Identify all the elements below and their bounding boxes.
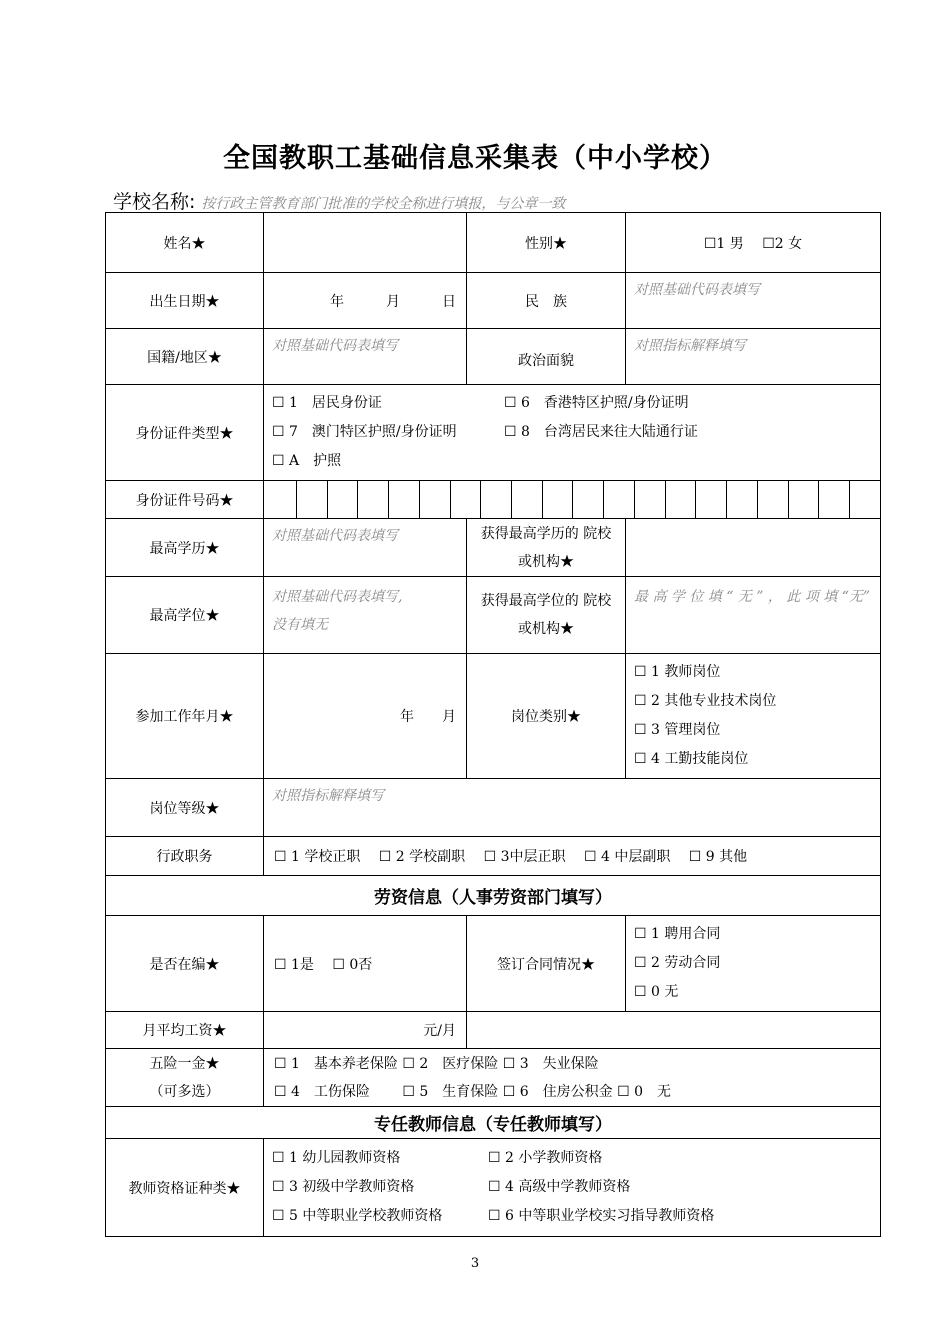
work-start-field[interactable]: 年 月 bbox=[264, 654, 467, 779]
post-option-4[interactable]: ☐ 4 工勤技能岗位 bbox=[634, 751, 749, 767]
cert-option-2[interactable]: ☐ 2 小学教师资格 bbox=[488, 1150, 603, 1166]
teacher-section-header: 专任教师信息（专任教师填写） bbox=[106, 1107, 881, 1139]
political-field[interactable]: 对照指标解释填写 bbox=[626, 329, 881, 385]
post-type-label: 岗位类别★ bbox=[467, 654, 626, 779]
degree-institution-field[interactable]: 最 高 学 位 填 “ 无 ” ， 此 项 填 “无” bbox=[626, 577, 881, 654]
political-label: 政治面貌 bbox=[467, 329, 626, 385]
name-label: 姓名★ bbox=[106, 213, 264, 273]
gender-label: 性别★ bbox=[467, 213, 626, 273]
edu-field[interactable]: 对照基础代码表填写 bbox=[264, 519, 467, 577]
work-start-label: 参加工作年月★ bbox=[106, 654, 264, 779]
cert-option-6[interactable]: ☐ 6 中等职业学校实习指导教师资格 bbox=[488, 1208, 715, 1224]
post-option-3[interactable]: ☐ 3 管理岗位 bbox=[634, 722, 721, 738]
idtype-option-6[interactable]: ☐ 6 香港特区护照/身份证明 bbox=[504, 395, 689, 411]
edu-institution-field[interactable] bbox=[626, 519, 881, 577]
cert-option-4[interactable]: ☐ 4 高级中学教师资格 bbox=[488, 1179, 631, 1195]
cert-option-3[interactable]: ☐ 3 初级中学教师资格 bbox=[272, 1179, 415, 1195]
idtype-option-7[interactable]: ☐ 7 澳门特区护照/身份证明 bbox=[272, 424, 457, 440]
contract-option-2[interactable]: ☐ 2 劳动合同 bbox=[634, 955, 721, 971]
nationality-label: 国籍/地区★ bbox=[106, 329, 264, 385]
nationality-field[interactable]: 对照基础代码表填写 bbox=[264, 329, 467, 385]
degree-hint-line1[interactable]: 对照基础代码表填写, bbox=[272, 589, 403, 605]
salary-label: 月平均工资★ bbox=[106, 1012, 264, 1049]
ethnic-label: 民 族 bbox=[467, 273, 626, 329]
degree-institution-label: 获得最高学位的 院校或机构★ bbox=[467, 577, 626, 654]
insurance-note: （可多选） bbox=[149, 1083, 220, 1100]
birth-field[interactable]: 年 月 日 bbox=[264, 273, 467, 329]
form-title: 全国教职工基础信息采集表（中小学校） bbox=[223, 143, 727, 174]
degree-label: 最高学位★ bbox=[106, 577, 264, 654]
labor-section-header: 劳资信息（人事劳资部门填写） bbox=[106, 876, 881, 916]
cert-label: 教师资格证种类★ bbox=[106, 1139, 264, 1237]
contract-label: 签订合同情况★ bbox=[467, 916, 626, 1012]
idtype-options[interactable] bbox=[264, 385, 881, 481]
idtype-label: 身份证件类型★ bbox=[106, 385, 264, 481]
name-field[interactable] bbox=[264, 213, 467, 273]
birth-label: 出生日期★ bbox=[106, 273, 264, 329]
edu-label: 最高学历★ bbox=[106, 519, 264, 577]
post-option-1[interactable]: ☐ 1 教师岗位 bbox=[634, 664, 721, 680]
degree-hint-line2: 没有填无 bbox=[272, 617, 328, 633]
cert-option-1[interactable]: ☐ 1 幼儿园教师资格 bbox=[272, 1150, 401, 1166]
school-name-label: 学校名称: bbox=[113, 191, 196, 213]
info-form-table bbox=[105, 212, 881, 1237]
salary-extra bbox=[467, 1012, 881, 1049]
idnum-grid[interactable] bbox=[264, 481, 881, 519]
ethnic-field[interactable]: 对照基础代码表填写 bbox=[626, 273, 881, 329]
page-number: 3 bbox=[470, 1256, 480, 1271]
post-level-label: 岗位等级★ bbox=[106, 779, 264, 837]
cert-option-5[interactable]: ☐ 5 中等职业学校教师资格 bbox=[272, 1208, 443, 1224]
idtype-option-8[interactable]: ☐ 8 台湾居民来往大陆通行证 bbox=[504, 424, 698, 440]
insurance-options-line1[interactable]: ☐ 1 基本养老保险 ☐ 2 医疗保险 ☐ 3 失业保险 bbox=[274, 1055, 599, 1072]
insurance-label: 五险一金★ bbox=[149, 1055, 220, 1072]
contract-option-0[interactable]: ☐ 0 无 bbox=[634, 984, 679, 1000]
post-level-field[interactable]: 对照指标解释填写 bbox=[264, 779, 881, 837]
admin-post-options[interactable]: ☐ 1 学校正职 ☐ 2 学校副职 ☐ 3中层正职 ☐ 4 中层副职 ☐ 9 其他 bbox=[264, 837, 881, 876]
staffed-options[interactable]: ☐ 1是 ☐ 0否 bbox=[264, 916, 467, 1012]
admin-post-label: 行政职务 bbox=[106, 837, 264, 876]
post-option-2[interactable]: ☐ 2 其他专业技术岗位 bbox=[634, 693, 777, 709]
idtype-option-a[interactable]: ☐ A 护照 bbox=[272, 453, 342, 469]
salary-field[interactable]: 元/月 bbox=[264, 1012, 467, 1049]
staffed-label: 是否在编★ bbox=[106, 916, 264, 1012]
insurance-options-line2[interactable]: ☐ 4 工伤保险 ☐ 5 生育保险 ☐ 6 住房公积金 ☐ 0 无 bbox=[274, 1083, 671, 1100]
school-name-row bbox=[113, 187, 565, 214]
gender-options[interactable]: ☐1 男 ☐2 女 bbox=[626, 213, 881, 273]
edu-institution-label: 获得最高学历的 院校或机构★ bbox=[467, 519, 626, 577]
contract-option-1[interactable]: ☐ 1 聘用合同 bbox=[634, 926, 721, 942]
idtype-option-1[interactable]: ☐ 1 居民身份证 bbox=[272, 395, 382, 411]
idnum-label: 身份证件号码★ bbox=[106, 481, 264, 519]
school-name-hint[interactable]: 按行政主管教育部门批准的学校全称进行填报，与公章一致 bbox=[201, 196, 566, 212]
